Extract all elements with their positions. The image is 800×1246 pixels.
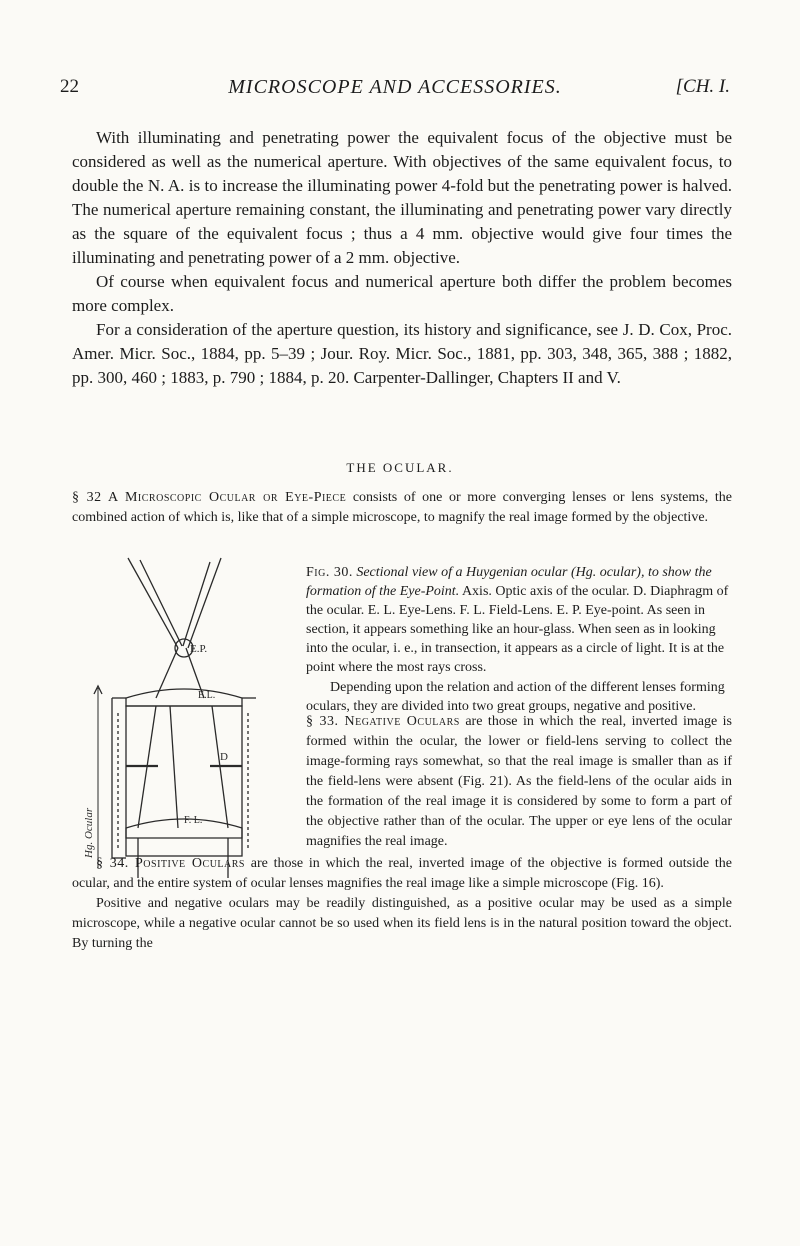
- page-number: 22: [60, 76, 79, 97]
- paragraph-depending: Depending upon the relation and action of the different lenses forming oculars, they are divided into two great groups, negative and positive.: [306, 680, 725, 714]
- paragraph-distinguish: Positive and negative oculars may be readily distinguished, as a positive ocular may be used as a simple microscope, while a negative ocular cannot be so used when its field lens is in the natural position toward the object. By turning the: [72, 896, 732, 951]
- label-eye-lens: E.L.: [198, 690, 216, 701]
- huygenian-ocular-diagram: [78, 548, 288, 878]
- paragraph-32-text: consists of one or more converging lenses or lens systems, the combined action of which is, like that of a simple microscope, to magnify the real image formed by the objective.: [72, 490, 732, 525]
- section-heading: THE OCULAR.: [346, 460, 454, 475]
- eye-lens: [126, 689, 242, 706]
- paragraph-33: [306, 712, 732, 852]
- ocular-barrel: [126, 706, 242, 856]
- ray-right-inner: [183, 562, 210, 646]
- chapter-label: [CH. I.: [675, 76, 730, 97]
- paragraph-complex-problem: Of course when equivalent focus and numerical aperture both differ the problem becomes more complex.: [72, 272, 732, 315]
- caption-title: Sectional view of a Huygenian ocular (Hg. ocular), to show the formation of the Eye-Point.: [306, 565, 712, 599]
- caption-fig-number: Fig. 30.: [306, 565, 353, 580]
- caption-body: Axis. Optic axis of the ocular. D. Diaphragm of the ocular. E. L. Eye-Lens. F. L. Field-Lens. E. P. Eye-point. As seen in section, it appears something like an hour-glass. When seen as in looking into the ocular, i. e., in transection, it appears as a circle of light. It is at the point where the most rays cross.: [306, 584, 729, 675]
- label-hg-ocular: Hg. Ocular: [83, 807, 95, 858]
- paragraph-32-lead: § 32 A Microscopic Ocular or Eye-Piece: [72, 490, 347, 505]
- figure-30-caption: [306, 563, 732, 716]
- running-header: [60, 76, 730, 106]
- label-diaphragm: D: [220, 751, 228, 763]
- running-title: MICROSCOPE AND ACCESSORIES.: [228, 76, 562, 98]
- paragraph-34: [72, 854, 732, 894]
- ray-inner-mid: [170, 706, 178, 828]
- ray-left-inner: [140, 560, 182, 646]
- body-text: [72, 126, 732, 390]
- paragraph-33-text: are those in which the real, inverted image is formed within the ocular, the lower or field-lens serving to collect the image-forming rays somewhat, so that the real image is smaller than as if the field-lens were absent (Fig. 21). As the field-lens of the ocular aids in the formation of the real image it is considered by some to form a part of the objective rather than of the ocular. The upper or eye lens of the ocular magnifies the real image.: [306, 714, 732, 849]
- label-eye-point: E.P.: [190, 643, 208, 655]
- paragraph-32: [72, 488, 732, 528]
- paragraph-33-lead: § 33. Negative Oculars: [306, 714, 460, 729]
- label-field-lens: F. L.: [184, 815, 203, 826]
- paragraph-illuminating-power: With illuminating and penetrating power the equivalent focus of the objective must be considered as well as the numerical aperture. With objectives of the same equivalent focus, to double the N. A. is to increase the illuminating power 4-fold but the penetrating power is halved. The numerical aperture remaining constant, the illuminating and penetrating power vary directly as the square of the equivalent focus ; thus a 4 mm. objective would give four times the illuminating and penetrating power of a 2 mm. objective.: [72, 128, 732, 267]
- paragraph-34-lead: § 34. Positive Oculars: [96, 856, 245, 871]
- paragraph-references: For a consideration of the aperture question, its history and significance, see J. D. Cox, Proc. Amer. Micr. Soc., 1884, pp. 5–39 ; Jour. Roy. Micr. Soc., 1881, pp. 303, 348, 365, 388 ; 1882, pp. 300, 460 ; 1883, p. 790 ; 1884, p. 20. Carpenter-Dallinger, Chapters II and V.: [72, 320, 732, 387]
- figure-30-diagram: [78, 548, 288, 878]
- paragraph-34-text: are those in which the real, inverted image of the objective is formed outside the ocular, and the entire system of ocular lenses magnifies the real image like a simple microscope (Fig. 16).: [72, 856, 732, 891]
- ray-right-outer: [188, 558, 221, 648]
- ray-left-outer: [128, 558, 178, 648]
- closing-paragraphs: [72, 854, 732, 954]
